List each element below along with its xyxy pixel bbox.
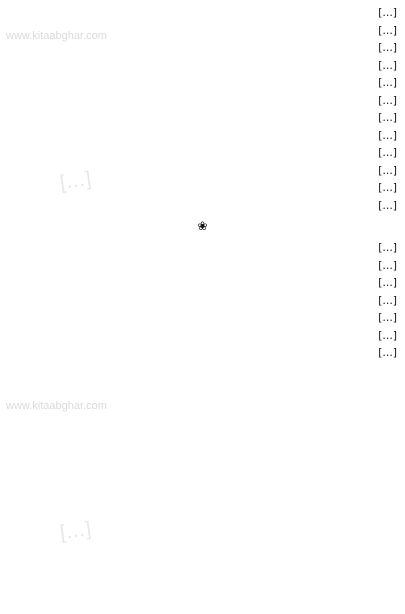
section-divider	[8, 219, 397, 233]
paragraph: […]	[378, 242, 397, 254]
paragraph: […]	[378, 129, 397, 142]
paragraph: […]	[378, 259, 397, 272]
paragraph: […]	[378, 329, 397, 342]
paragraph: […]	[378, 294, 397, 307]
paragraph: […]	[378, 112, 397, 124]
paragraph: […]	[378, 147, 397, 159]
paragraph: […]	[378, 24, 397, 37]
paragraph: […]	[378, 7, 397, 19]
paragraph: […]	[378, 94, 397, 107]
paragraph: […]	[378, 347, 397, 359]
watermark-url: www.kitaabghar.com	[6, 30, 107, 42]
paragraph: […]	[378, 164, 397, 177]
paragraph: […]	[378, 277, 397, 289]
watermark-publisher: […]	[58, 167, 93, 195]
paragraph: […]	[378, 77, 397, 89]
paragraph: […]	[378, 199, 397, 212]
paragraph: […]	[378, 182, 397, 194]
watermark-publisher: […]	[58, 517, 93, 545]
text-section-top	[8, 6, 397, 213]
watermark-url: www.kitaabghar.com	[6, 400, 107, 412]
text-section-bottom	[8, 241, 397, 361]
paragraph: […]	[378, 312, 397, 324]
paragraph: […]	[378, 59, 397, 72]
flower-ornament-icon: ❀	[197, 219, 208, 233]
paragraph: […]	[378, 42, 397, 54]
